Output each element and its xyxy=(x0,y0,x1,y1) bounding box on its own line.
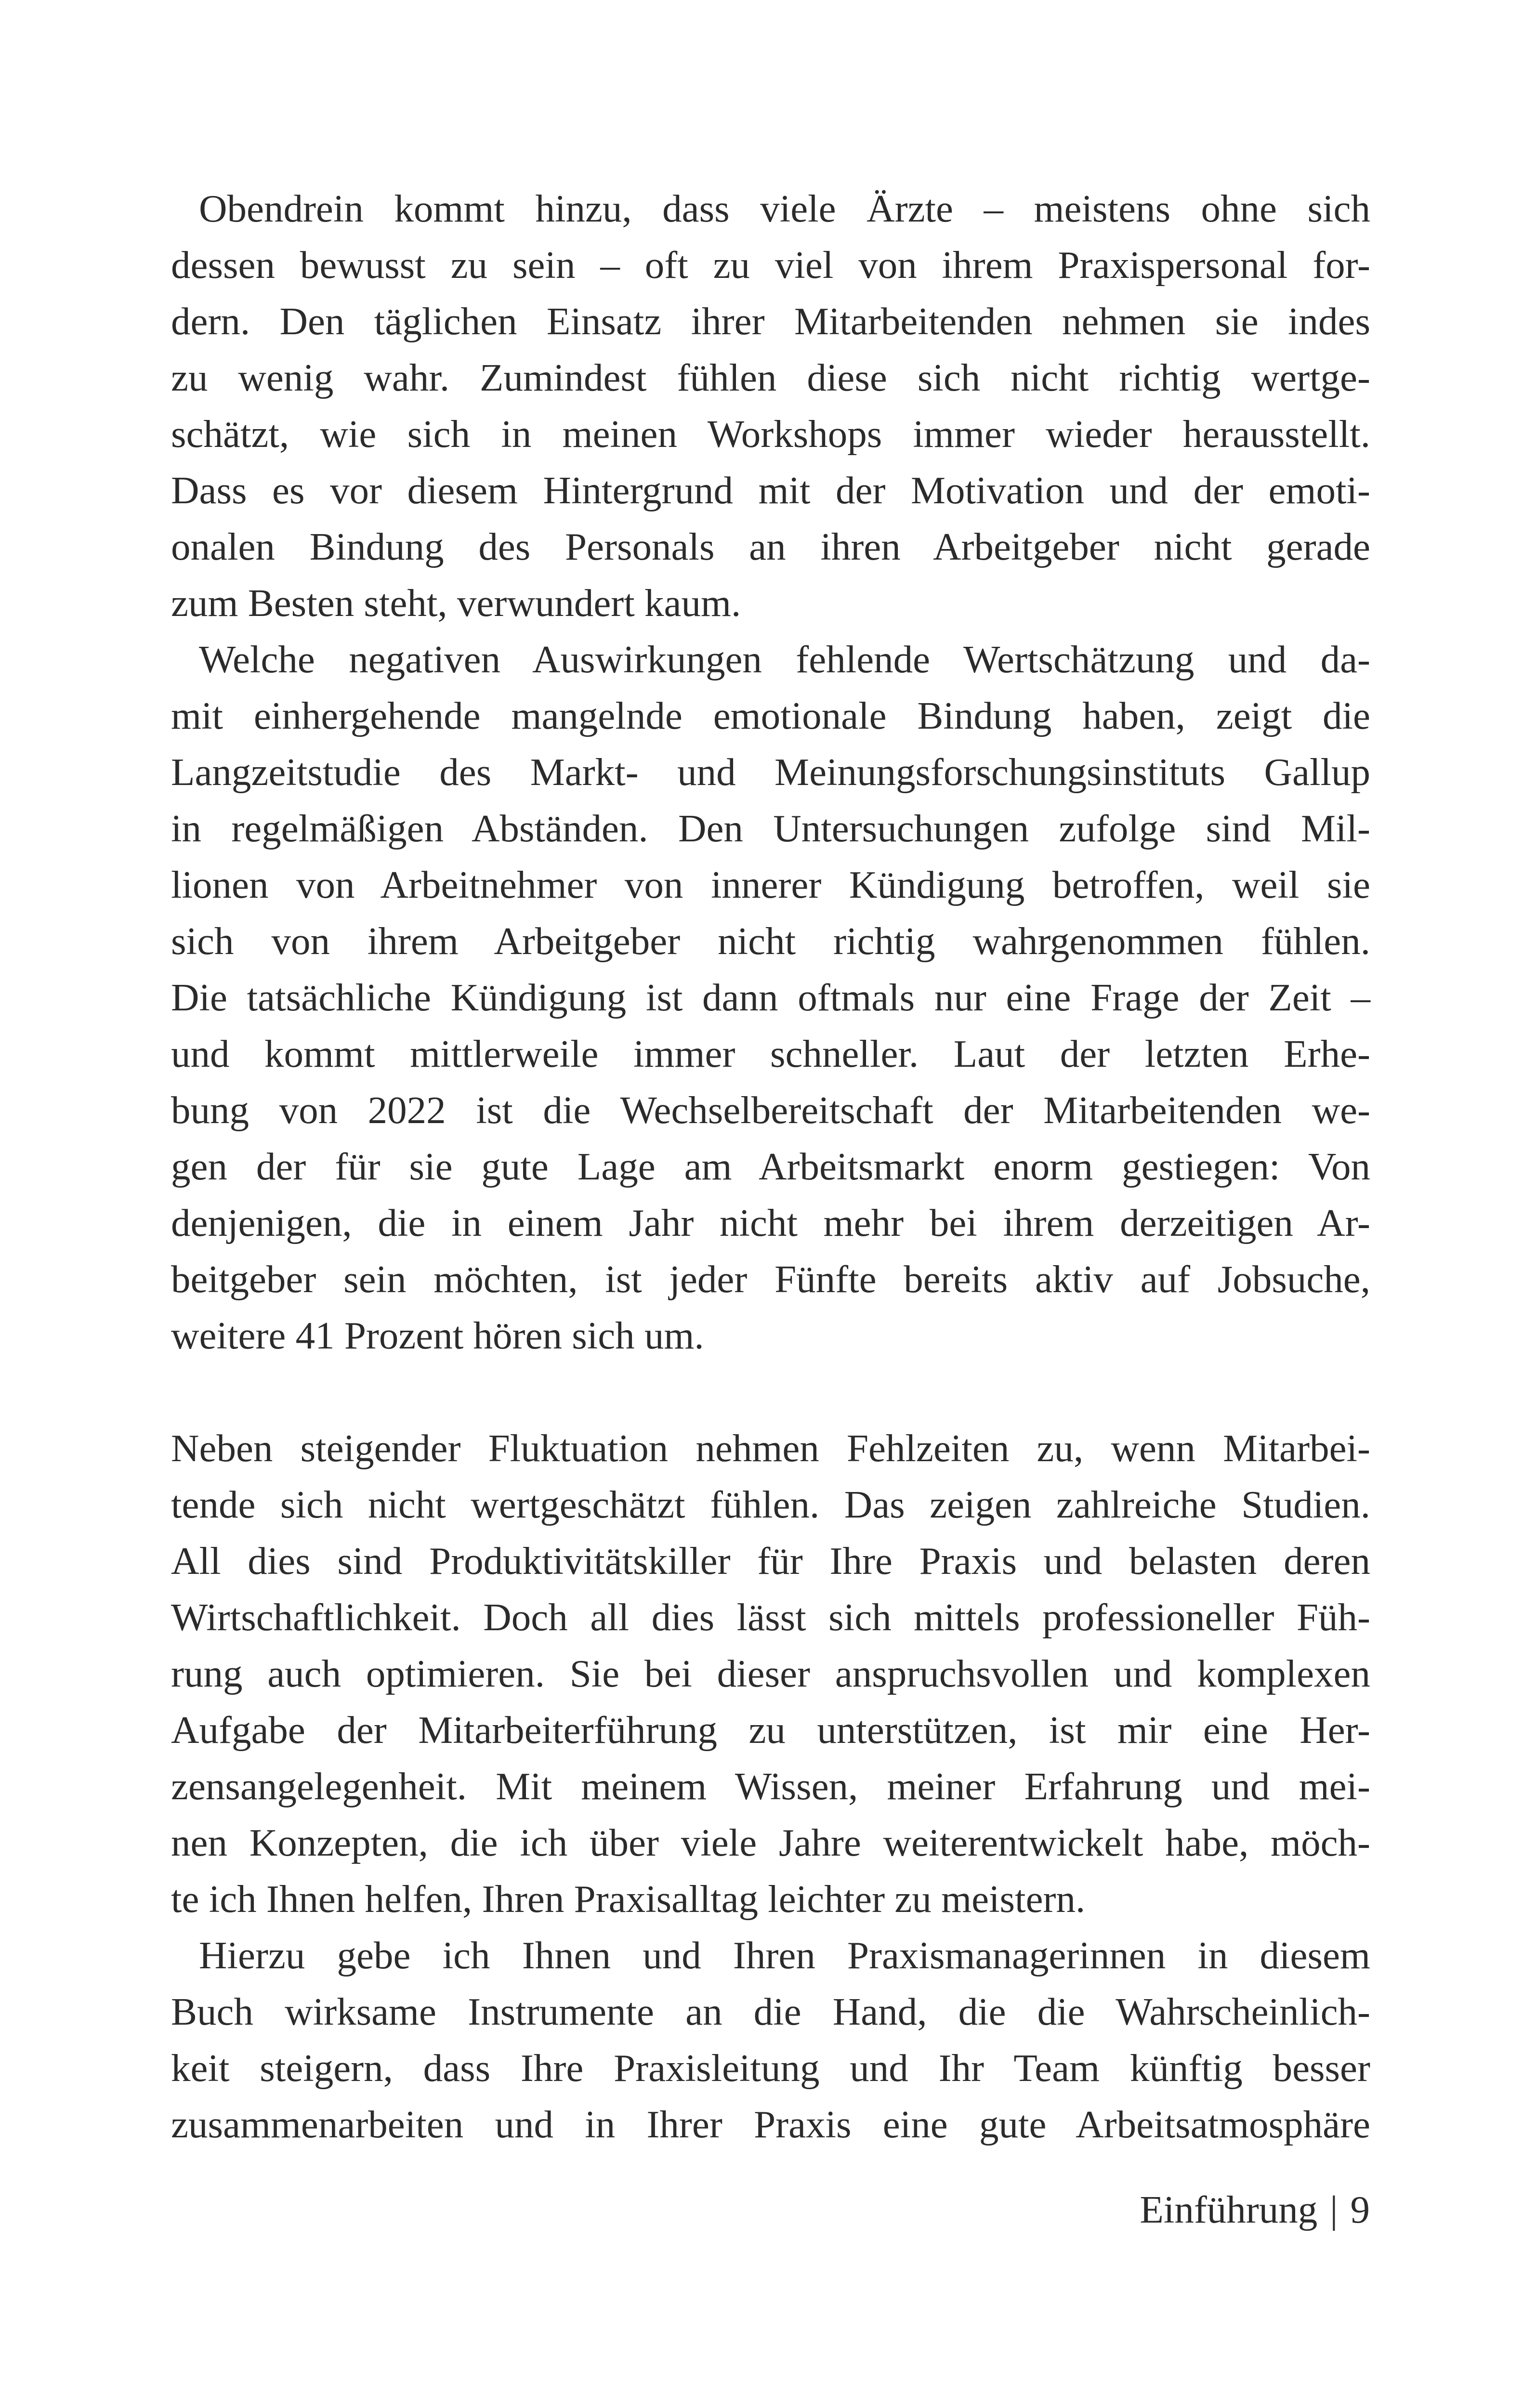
text-line: tende sich nicht wertgeschätzt fühlen. Das zeigen zahlreiche Studien. xyxy=(171,1483,1370,1526)
text-line: Hierzu gebe ich Ihnen und Ihren Praxismanagerinnen in diesem xyxy=(199,1934,1370,1977)
footer-separator: | xyxy=(1330,2188,1338,2231)
text-line: schätzt, wie sich in meinen Workshops immer wieder herausstellt. xyxy=(171,412,1370,456)
text-line: Neben steigender Fluktuation nehmen Fehlzeiten zu, wenn Mitarbei- xyxy=(171,1426,1370,1470)
paragraph xyxy=(171,181,1370,631)
paragraph xyxy=(171,1420,1370,1927)
text-line: Obendrein kommt hinzu, dass viele Ärzte – meistens ohne sich xyxy=(199,187,1370,230)
body-text xyxy=(171,181,1370,2153)
text-line: Dass es vor diesem Hintergrund mit der Motivation und der emoti- xyxy=(171,469,1370,512)
text-line: in regelmäßigen Abständen. Den Untersuchungen zufolge sind Mil- xyxy=(171,807,1370,850)
text-line: te ich Ihnen helfen, Ihren Praxisalltag leichter zu meistern. xyxy=(171,1877,1086,1921)
text-line: rung auch optimieren. Sie bei dieser anspruchsvollen und komplexen xyxy=(171,1652,1370,1695)
text-line: zu wenig wahr. Zumindest fühlen diese sich nicht richtig wertge- xyxy=(171,356,1370,399)
paragraph xyxy=(171,631,1370,1364)
paragraph xyxy=(171,1927,1370,2153)
paragraph-gap xyxy=(171,1364,1370,1420)
text-line: All dies sind Produktivitätskiller für Ihre Praxis und belasten deren xyxy=(171,1539,1370,1583)
text-line: zusammenarbeiten und in Ihrer Praxis eine gute Arbeitsatmosphäre xyxy=(171,2103,1370,2146)
text-line: und kommt mittlerweile immer schneller. Laut der letzten Erhe- xyxy=(171,1032,1370,1075)
text-line: beitgeber sein möchten, ist jeder Fünfte bereits aktiv auf Jobsuche, xyxy=(171,1257,1370,1301)
page-number: 9 xyxy=(1350,2188,1370,2231)
text-line: bung von 2022 ist die Wechselbereitschaft der Mitarbeitenden we- xyxy=(171,1088,1370,1132)
text-line: Aufgabe der Mitarbeiterführung zu unterstützen, ist mir eine Her- xyxy=(171,1708,1370,1752)
text-line: lionen von Arbeitnehmer von innerer Kündigung betroffen, weil sie xyxy=(171,863,1370,906)
text-line: zensangelegenheit. Mit meinem Wissen, meiner Erfahrung und mei- xyxy=(171,1765,1370,1808)
text-line: mit einhergehende mangelnde emotionale Bindung haben, zeigt die xyxy=(171,694,1370,737)
text-line: dern. Den täglichen Einsatz ihrer Mitarbeitenden nehmen sie indes xyxy=(171,300,1370,343)
text-line: Buch wirksame Instrumente an die Hand, die die Wahrscheinlich- xyxy=(171,1990,1370,2033)
footer-section-title: Einführung xyxy=(1140,2188,1318,2231)
text-line: dessen bewusst zu sein – oft zu viel von ihrem Praxispersonal for- xyxy=(171,243,1370,287)
text-line: gen der für sie gute Lage am Arbeitsmarkt enorm gestiegen: Von xyxy=(171,1145,1370,1188)
text-line: nen Konzepten, die ich über viele Jahre weiterentwickelt habe, möch- xyxy=(171,1821,1370,1864)
text-line: keit steigern, dass Ihre Praxisleitung und Ihr Team künftig besser xyxy=(171,2046,1370,2090)
text-line: zum Besten steht, verwundert kaum. xyxy=(171,581,741,625)
text-line: Welche negativen Auswirkungen fehlende Wertschätzung und da- xyxy=(199,638,1370,681)
text-line: Langzeitstudie des Markt- und Meinungsforschungsinstituts Gallup xyxy=(171,750,1370,794)
running-footer xyxy=(1140,2182,1370,2238)
text-line: weitere 41 Prozent hören sich um. xyxy=(171,1314,704,1357)
text-line: denjenigen, die in einem Jahr nicht mehr bei ihrem derzeitigen Ar- xyxy=(171,1201,1370,1244)
text-line: Wirtschaftlichkeit. Doch all dies lässt sich mittels professioneller Füh- xyxy=(171,1596,1370,1639)
text-line: sich von ihrem Arbeitgeber nicht richtig wahrgenommen fühlen. xyxy=(171,919,1370,963)
text-line: Die tatsächliche Kündigung ist dann oftmals nur eine Frage der Zeit – xyxy=(171,976,1370,1019)
text-line: onalen Bindung des Personals an ihren Arbeitgeber nicht gerade xyxy=(171,525,1370,568)
